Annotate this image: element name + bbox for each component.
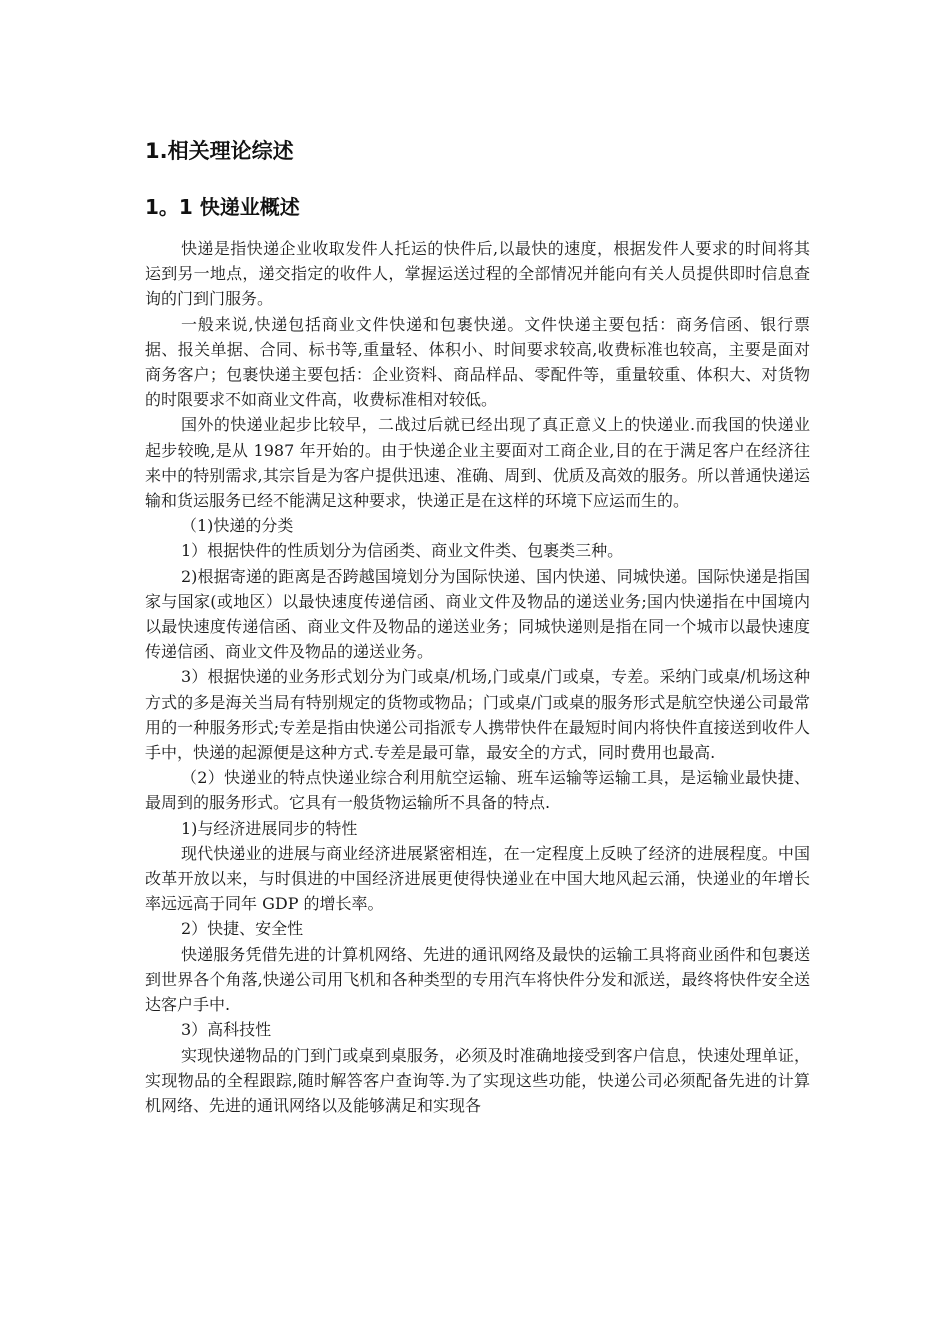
paragraph-features-title: （2）快递业的特点快递业综合利用航空运输、班车运输等运输工具，是运输业最快捷、最周到的服务形式。它具有一般货物运输所不具备的特点. <box>145 768 810 813</box>
paragraph-feature-3-title: 3）高科技性 <box>181 1020 272 1040</box>
paragraph-classification-title: （1)快递的分类 <box>181 516 294 536</box>
paragraph-classification-3: 3）根据快递的业务形式划分为门或桌/机场,门或桌/门或桌，专差。采纳门或桌/机场这种方式的多是海关当局有特别规定的货物或物品；门或桌/门或桌的服务形式是航空快递公司最常用的一种服务形式;专差是指由快递公司指派专人携带快件在最短时间内将快件直接送到收件人手中，快递的起源便是这种方式.专差是最可靠，最安全的方式，同时费用也最高. <box>145 667 810 763</box>
paragraph-classification-1: 1）根据快件的性质划分为信函类、商业文件类、包裹类三种。 <box>181 541 624 561</box>
paragraph-definition: 快递是指快递企业收取发件人托运的快件后,以最快的速度，根据发件人要求的时间将其运到另一地点，递交指定的收件人，掌握运送过程的全部情况并能向有关人员提供即时信息查询的门到门服务。 <box>145 239 810 309</box>
paragraph-feature-2-title: 2）快捷、安全性 <box>181 919 304 939</box>
paragraph-feature-2-body: 快递服务凭借先进的计算机网络、先进的通讯网络及最快的运输工具将商业函件和包裹送到世界各个角落,快递公司用飞机和各种类型的专用汽车将快件分发和派送，最终将快件安全送达客户手中. <box>145 944 810 1015</box>
paragraph-feature-1-title: 1)与经济进展同步的特性 <box>181 818 358 838</box>
paragraph-classification-2: 2)根据寄递的距离是否跨越国境划分为国际快递、国内快递、同城快递。国际快递是指国家与国家(或地区）以最快速度传递信函、商业文件及物品的递送业务;国内快递指在中国境内以最快速度传递信函、商业文件及物品的递送业务；同城快递则是指在同一个城市以最快速度传递信函、商业文件及物品的递送业务。 <box>145 566 810 662</box>
paragraph-feature-3-body: 实现快递物品的门到门或桌到桌服务，必须及时准确地接受到客户信息，快速处理单证，实现物品的全程跟踪,随时解答客户查询等.为了实现这些功能，快递公司必须配备先进的计算机网络、先进的通讯网络以及能够满足和实现各 <box>145 1045 810 1115</box>
paragraph-history: 国外的快递业起步比较早，二战过后就已经出现了真正意义上的快递业.而我国的快递业起步较晚,是从 1987 年开始的。由于快递企业主要面对工商企业,目的在于满足客户在经济往来中的特别需求,其宗旨是为客户提供迅速、准确、周到、优质及高效的服务。所以普通快递运输和货运服务已经不能满足这种要求，快递正是在这样的环境下应运而生的。 <box>145 415 810 511</box>
paragraph-types-overview: 一般来说,快递包括商业文件快递和包裹快递。文件快递主要包括：商务信函、银行票据、报关单据、合同、标书等,重量轻、体积小、时间要求较高,收费标准也较高，主要是面对商务客户；包裹快递主要包括：企业资料、商品样品、零配件等，重量较重、体积大、对货物的时限要求不如商业文件高，收费标准相对较低。 <box>145 314 810 410</box>
body-text <box>145 236 810 1118</box>
subsection-heading: 1。1 快递业概述 <box>145 195 300 219</box>
section-heading: 1.相关理论综述 <box>145 139 294 163</box>
paragraph-feature-1-body: 现代快递业的进展与商业经济进展紧密相连，在一定程度上反映了经济的进展程度。中国改革开放以来，与时俱进的中国经济进展更使得快递业在中国大地风起云涌，快递业的年增长率远远高于同年 GDP 的增长率。 <box>145 843 810 914</box>
